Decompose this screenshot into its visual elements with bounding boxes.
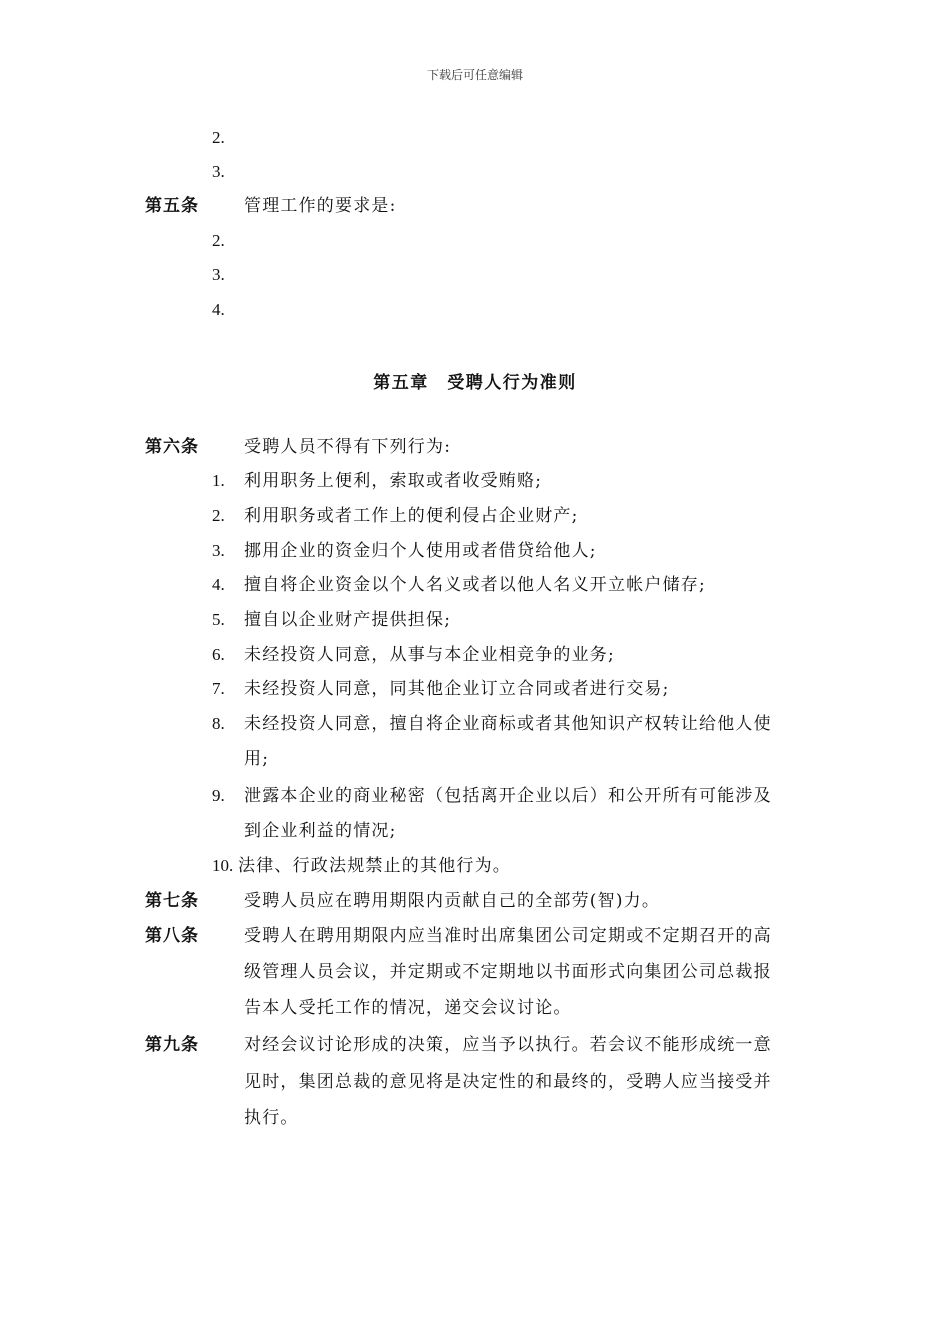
list-number: 4.: [212, 300, 225, 319]
list-item-text: 未经投资人同意，擅自将企业商标或者其他知识产权转让给他人使: [244, 714, 772, 734]
article-label: 第八条: [145, 926, 199, 946]
page-header: 下载后可任意编辑: [426, 68, 523, 82]
list-number: 9.: [212, 786, 225, 805]
list-number: 5.: [212, 610, 225, 629]
list-number: 3.: [212, 265, 225, 284]
list-number: 6.: [212, 645, 225, 664]
article-text-line: 对经会议讨论形成的决策，应当予以执行。若会议不能形成统一意: [244, 1035, 772, 1055]
article-text-line: 级管理人员会议，并定期或不定期地以书面形式向集团公司总裁报: [244, 962, 772, 982]
list-item-text: 未经投资人同意，同其他企业订立合同或者进行交易;: [244, 679, 670, 699]
list-item-text: 利用职务或者工作上的便利侵占企业财产;: [244, 506, 579, 526]
article-label: 第六条: [145, 437, 199, 457]
list-number: 10.: [212, 856, 234, 875]
list-item-text: 未经投资人同意，从事与本企业相竞争的业务;: [244, 645, 615, 665]
article-text: 受聘人员应在聘用期限内贡献自己的全部劳(智)力。: [244, 891, 661, 911]
article-label: 第七条: [145, 891, 199, 911]
list-item-text: 挪用企业的资金归个人使用或者借贷给他人;: [244, 541, 597, 561]
article-text-line: 受聘人在聘用期限内应当准时出席集团公司定期或不定期召开的高: [244, 926, 772, 946]
article-text-line: 执行。: [244, 1108, 299, 1128]
list-number: 4.: [212, 575, 225, 594]
article-text-line: 见时，集团总裁的意见将是决定性的和最终的，受聘人应当接受并: [244, 1072, 772, 1092]
list-number: 2.: [212, 128, 225, 147]
list-number: 1.: [212, 471, 225, 490]
list-number: 7.: [212, 679, 225, 698]
article-label: 第五条: [145, 196, 199, 216]
article-text-line: 告本人受托工作的情况，递交会议讨论。: [244, 998, 572, 1018]
list-number: 2.: [212, 231, 225, 250]
article-text: 受聘人员不得有下列行为:: [244, 437, 452, 457]
list-item-text: 法律、行政法规禁止的其他行为。: [238, 856, 511, 876]
list-item-continuation: 用;: [244, 749, 270, 769]
article-text: 管理工作的要求是:: [244, 196, 397, 216]
list-item-text: 利用职务上便利，索取或者收受贿赂;: [244, 471, 543, 491]
list-item-continuation: 到企业利益的情况;: [244, 821, 397, 841]
list-item-text: 泄露本企业的商业秘密（包括离开企业以后）和公开所有可能涉及: [244, 786, 772, 806]
list-number: 8.: [212, 714, 225, 733]
list-number: 3.: [212, 541, 225, 560]
list-number: 3.: [212, 162, 225, 181]
list-number: 2.: [212, 506, 225, 525]
chapter-title: 第五章 受聘人行为准则: [373, 373, 577, 393]
article-label: 第九条: [145, 1035, 199, 1055]
list-item-text: 擅自将企业资金以个人名义或者以他人名义开立帐户储存;: [244, 575, 706, 595]
list-item-text: 擅自以企业财产提供担保;: [244, 610, 452, 630]
